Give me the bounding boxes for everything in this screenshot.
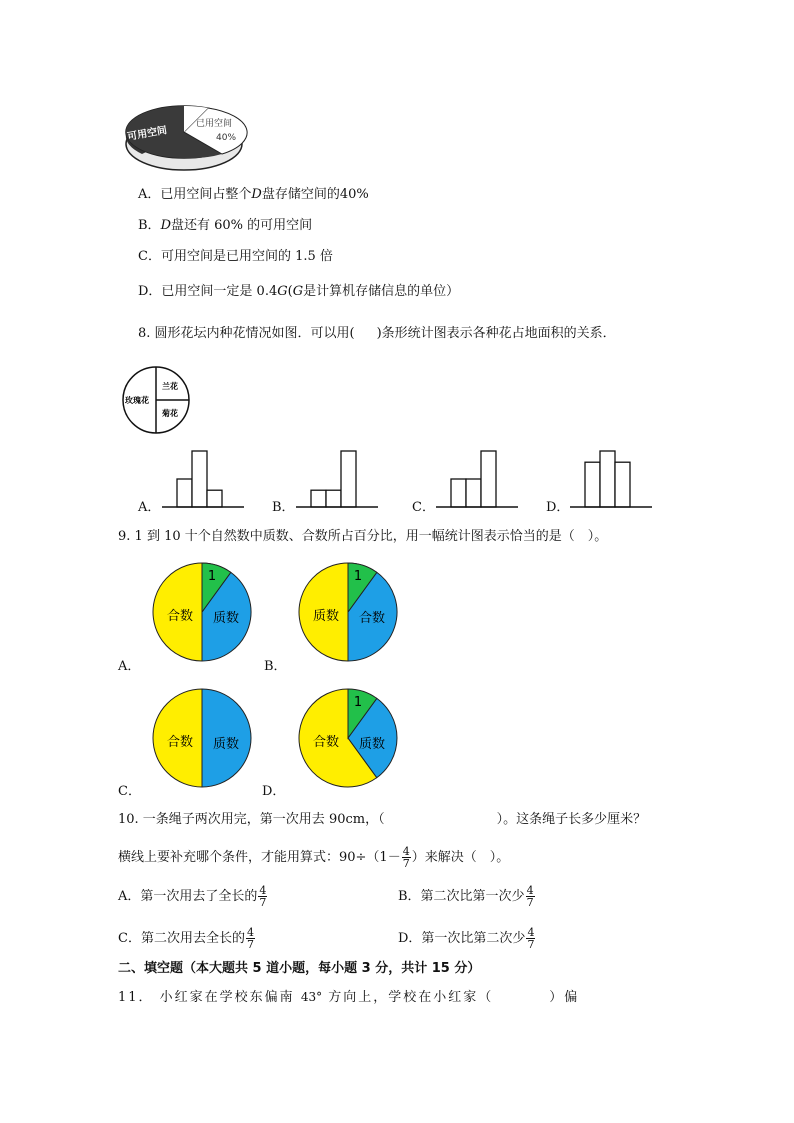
q8-question: 8. 圆形花坛内种花情况如图．可以用( )条形统计图表示各种花占地面积的关系．: [138, 326, 616, 341]
q10-line1: 10. 一条绳子两次用完，第一次用去 90cm，（ ）。这条绳子长多少厘米？: [118, 812, 647, 827]
q9-pie-option-a: [150, 560, 254, 664]
q9-option-b-label: B．: [264, 659, 287, 674]
pie-right-label: 质数: [358, 737, 386, 752]
pie-left-label: 合数: [166, 735, 194, 750]
q8-bar-option-a: [162, 450, 244, 510]
q10-option-b: B．第二次比第一次少 $\frac{4}{7}$: [398, 884, 534, 909]
disk-used-label: 已用空间: [196, 119, 233, 129]
bar: [615, 462, 630, 507]
pie-one-label: 1: [207, 569, 217, 584]
garden-orchid-label: 兰花: [162, 382, 178, 391]
q8-option-b-label: B．: [272, 500, 295, 515]
pie-right-label: 质数: [212, 611, 240, 626]
bar: [207, 490, 222, 507]
q8-option-d-label: D．: [546, 500, 570, 515]
disk-available-label: 可用空间: [126, 125, 168, 143]
q8-bar-option-d: [570, 450, 652, 510]
pie-right-label: 合数: [358, 611, 386, 626]
q9-option-c-label: C．: [118, 784, 141, 799]
pie-left-label: 质数: [312, 609, 340, 624]
bar: [177, 479, 192, 507]
q10-option-d: D．第一次比第二次少 $\frac{4}{7}$: [398, 926, 535, 951]
q8-option-a-label: A．: [138, 500, 161, 515]
disk-usage-pie-chart: [118, 98, 253, 178]
pie-left-label: 合数: [166, 609, 194, 624]
flower-garden-diagram: [120, 364, 192, 436]
bar: [466, 479, 481, 507]
bar: [326, 490, 341, 507]
q7-option-d: D．已用空间一定是 0.4G(G是计算机存储信息的单位）: [138, 284, 460, 299]
q9-option-a-label: A．: [118, 659, 141, 674]
q9-question: 9. 1 到 10 十个自然数中质数、合数所占百分比，用一幅统计图表示恰当的是（ ）。: [118, 529, 608, 544]
q10-fraction: $\frac{4}{7}$: [402, 845, 410, 870]
q7-option-a: A．已用空间占整个D盘存储空间的40%: [138, 187, 369, 202]
q11-angle: 43°: [300, 990, 323, 1004]
q9-pie-option-c: [150, 686, 254, 790]
garden-rose-label: 玫瑰花: [125, 396, 149, 405]
pie-one-label: 1: [353, 569, 363, 584]
q8-bar-option-b: [296, 450, 378, 510]
q9-pie-option-b: [296, 560, 400, 664]
q10-option-c: C．第二次用去全长的 $\frac{4}{7}$: [118, 926, 254, 951]
section2-title: 二、填空题（本大题共 5 道小题，每小题 3 分，共计 15 分）: [118, 961, 481, 976]
bar: [585, 462, 600, 507]
q7-option-c: C．可用空间是已用空间的 1.5 倍: [138, 249, 333, 264]
q7-option-b: B．D盘还有 60% 的可用空间: [138, 218, 313, 233]
q9-pie-option-d: [296, 686, 400, 790]
q9-option-d-label: D．: [262, 784, 286, 799]
bar: [192, 451, 207, 507]
q10-option-a: A．第一次用去了全长的 $\frac{4}{7}$: [118, 884, 267, 909]
q8-option-c-label: C．: [412, 500, 435, 515]
bar: [600, 451, 615, 507]
q8-bar-option-c: [436, 450, 518, 510]
disk-used-percent: 40%: [216, 133, 237, 143]
bar: [341, 451, 356, 507]
pie-left-label: 合数: [312, 735, 340, 750]
pie-right-label: 质数: [212, 737, 240, 752]
bar: [311, 490, 326, 507]
bar: [451, 479, 466, 507]
q11-question: 11． 小红家在学校东偏南 43° 方向上，学校在小红家（ ）偏: [118, 990, 580, 1005]
pie-one-label: 1: [353, 695, 363, 710]
bar: [481, 451, 496, 507]
q10-line2: 横线上要补充哪个条件，才能用算式：90÷（1－ $\frac{4}{7}$ ）来解决（ ）。: [118, 845, 510, 870]
garden-chrysanthemum-label: 菊花: [162, 409, 178, 418]
